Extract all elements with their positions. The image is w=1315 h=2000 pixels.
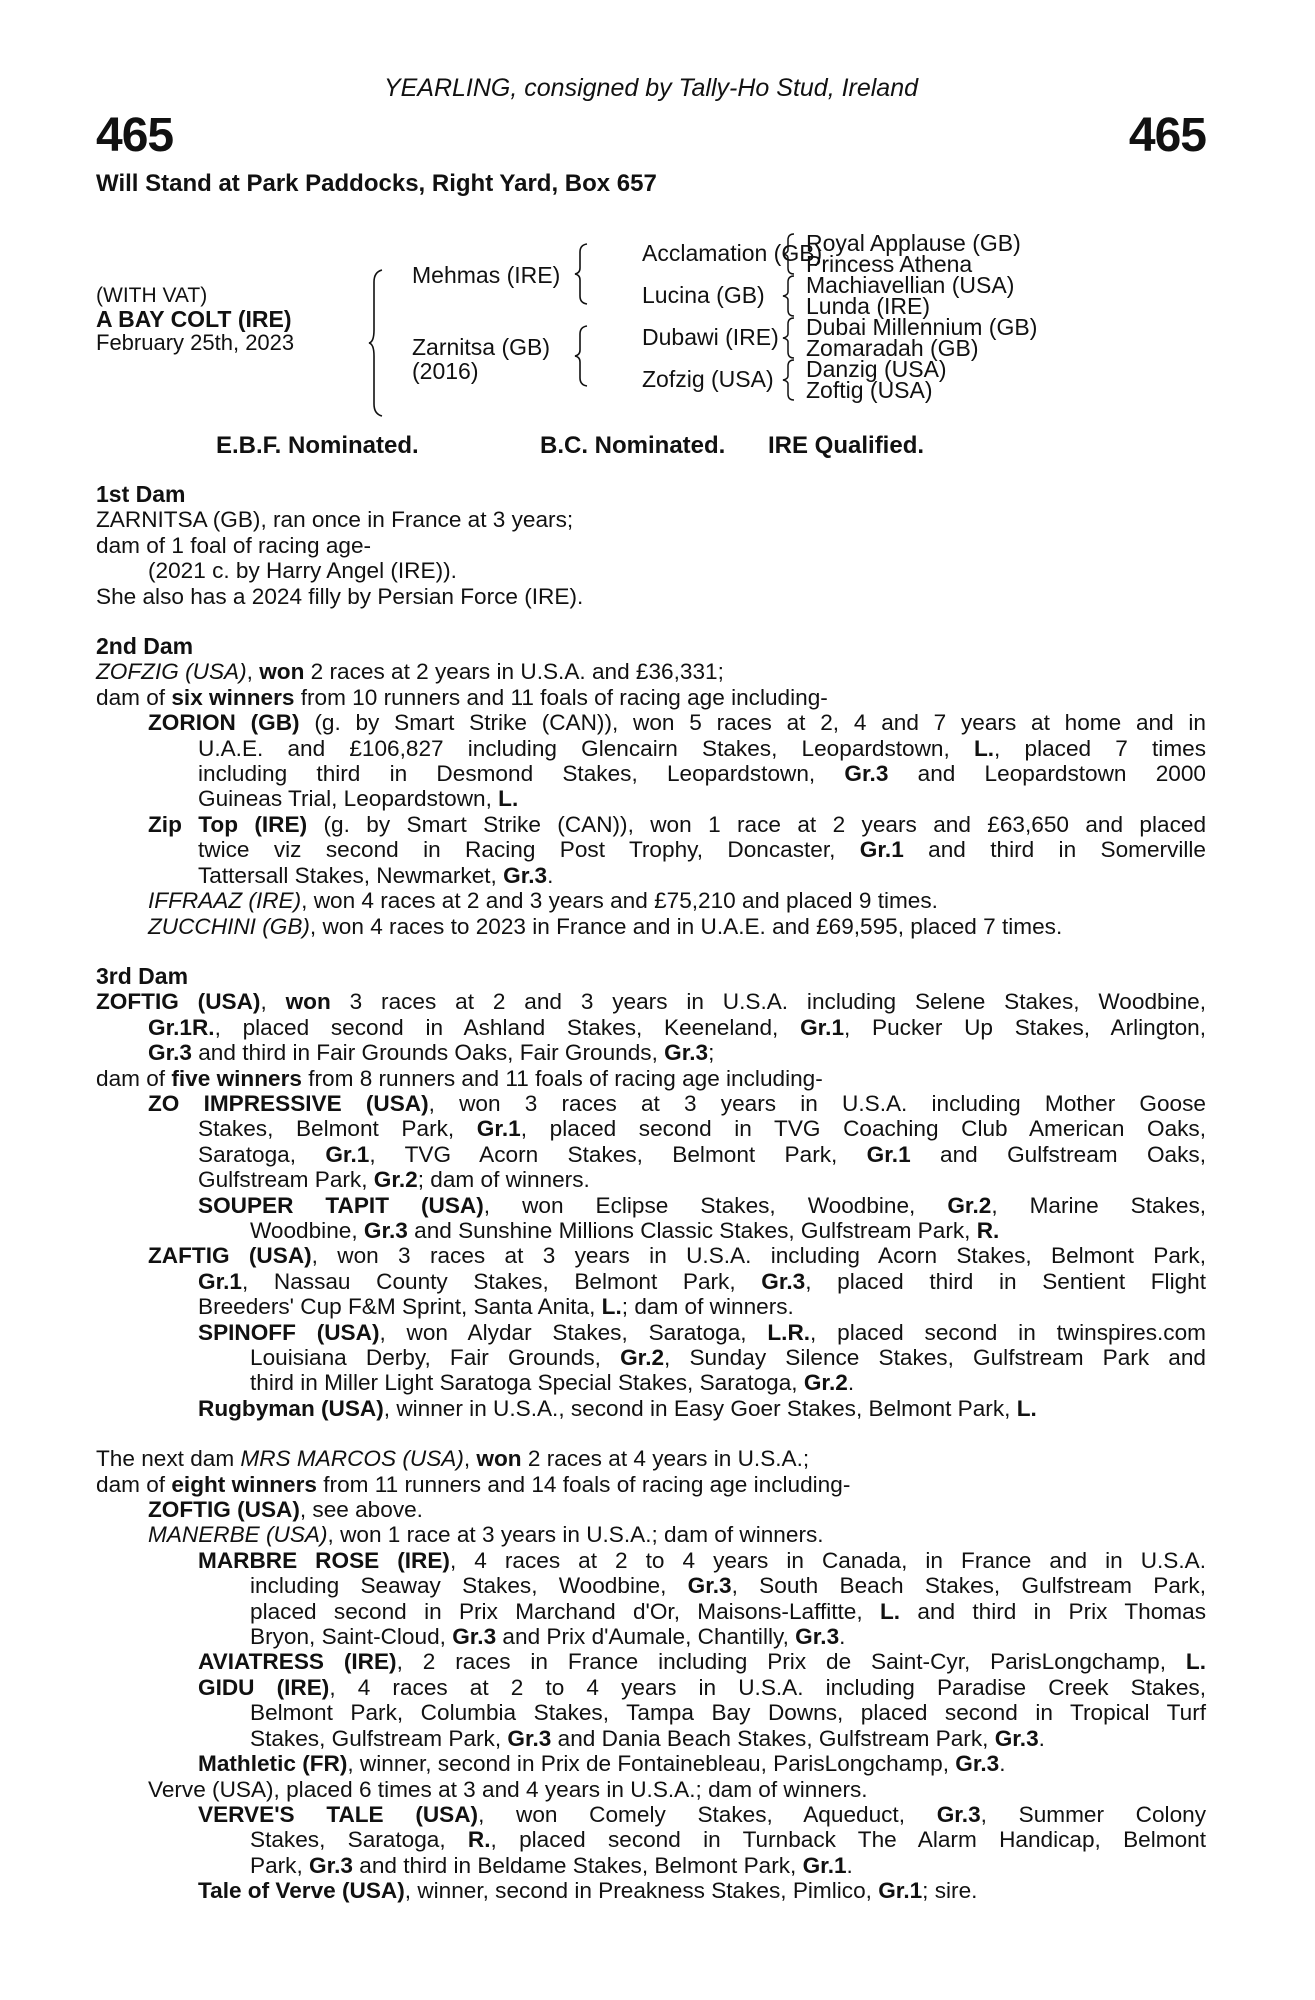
vat-label: (WITH VAT): [96, 284, 208, 307]
brace-g4: [782, 358, 796, 402]
first-dam-line: ZARNITSA (GB), ran once in France at 3 years;: [96, 507, 574, 533]
progeny-entry: GIDU (IRE), 4 races at 2 to 4 years in U.S.A. including Paradise Creek Stakes,: [198, 1674, 1206, 1700]
first-dam-line: dam of 1 foal of racing age-: [96, 532, 372, 558]
progeny-entry: Rugbyman (USA), winner in U.S.A., second in Easy Goer Stakes, Belmont Park, L.: [198, 1395, 1037, 1421]
progeny-entry: VERVE'S TALE (USA), won Comely Stakes, Aqueduct, Gr.3, Summer Colony: [198, 1801, 1207, 1827]
grandsire-2: Machiavellian (USA): [806, 272, 1015, 298]
progeny-entry: ZUCCHINI (GB), won 4 races to 2023 in France and in U.A.E. and £69,595, placed 7 times.: [148, 913, 1063, 939]
second-dam-line: dam of six winners from 10 runners and 11 foals of racing age including-: [96, 684, 828, 710]
dam-dam: Zofzig (USA): [642, 366, 774, 392]
brace-g2: [782, 274, 796, 318]
ire-qualified: IRE Qualified.: [768, 432, 925, 459]
stand-info: Will Stand at Park Paddocks, Right Yard, Box 657: [96, 170, 657, 197]
granddam-1: Princess Athena: [806, 251, 973, 277]
sire-sire: Acclamation (GB): [642, 240, 823, 266]
progeny-entry: Verve (USA), placed 6 times at 3 and 4 years in U.S.A.; dam of winners.: [148, 1776, 868, 1802]
dam-line-text: 1st Dam ZARNITSA (GB), ran once in France at 3 years; dam of 1 foal of racing age- (2021 c. by Harry Angel (IRE)). She also has a 2024 filly by Persian Force (IRE). 2nd Dam ZOFZIG (USA), won 2 races at 2 years in U.S.A. and £36,331; dam of six winners from 10 runners and 11 foals of racing age including- ZORION (GB) (g. by Smart Strike (CAN)), won 5 races at 2, 4 and 7 years at home and in U.A.E. and £106,827 including Glencairn Stakes, Leopardstown, L., placed 7 times including third in Desmond Stakes, Leopardstown, Gr.3 and Leopardstown 2000 Guineas Trial, Leopardstown, L. Zip Top (IRE) (g. by Smart Strike (CAN)), won 1 race at 2 years and £63,650 and placed twice viz second in Racing Post Trophy, Doncaster, Gr.1 and third in Somerville Tattersall Stakes, Newmarket, Gr.3. IFFRAAZ (IRE), won 4 races at 2 and 3 years and £75,210 and placed 9 times. ZUCCHINI (GB), won 4 races to 2023 in France and in U.A.E. and £69,595, placed 7 times. 3rd Dam ZOFTIG (USA), won 3 races at 2 and 3 years in U.S.A. including Selene Stakes, Woodbine, Gr.1R., placed second in Ashland Stakes, Keeneland, Gr.1, Pucker Up Stakes, Arlington, Gr.3 and third in Fair Grounds Oaks, Fair Grounds, Gr.3; dam of five winners from 8 runners and 11 foals of racing age including- ZO IMPRESSIVE (USA), won 3 races at 3 years in U.S.A. including Mother Goose Stakes, Belmont Park, Gr.1, placed second in TVG Coaching Club American Oaks, Saratoga, Gr.1, TVG Acorn Stakes, Belmont Park, Gr.1 and Gulfstream Oaks, Gulfstream Park, Gr.2; dam of winners. SOUPER TAPIT (USA), won Eclipse Stakes, Woodbine, Gr.2, Marine Stakes, Woodbine, Gr.3 and Sunshine Millions Classic Stakes, Gulfstream Park, R. ZAFTIG (USA), won 3 races at 3 years in U.S.A. including Acorn Stakes, Belmont Park, Gr.1, Nassau County Stakes, Belmont Park, Gr.3, placed third in Sentient Flight Breeders' Cup F&M Sprint, Santa Anita, L.; dam of winners. SPINOFF (USA), won Alydar Stakes, Saratoga, L.R., placed second in twinspires.com Louisiana Derby, Fair Grounds, Gr.2, Sunday Silence Stakes, Gulfstream Park and third in Miller Light Saratoga Special Stakes, Saratoga, Gr.2. Rugbyman (USA), winner in U.S.A., second in Easy Goer Stakes, Belmont Park, L. The next dam MRS MARCOS (USA), won 2 races at 4 years in U.S.A.; dam of eight winners from 11 runners and 14 foals of racing age including- ZOFTIG (USA), see above. MANERBE (USA), won 1 race at 3 years in U.S.A.; dam of winners. MARBRE ROSE (IRE), 4 races at 2 to 4 years in Canada, in France and in U.S.A. including Seaway Stakes, Woodbine, Gr.3, South Beach Stakes, Gulfstream Park, placed second in Prix Marchand d'Or, Maisons-Laffitte, L. and third in Prix Thomas Bryon, Saint-Cloud, Gr.3 and Prix d'Aumale, Chantilly, Gr.3. AVIATRESS (IRE), 2 races in France including Prix de Saint-Cyr, ParisLongchamp, L. GIDU (IRE), 4 races at 2 to 4 years in U.S.A. including Paradise Creek Stakes, Belmont Park, Columbia Stakes, Tampa Bay Downs, placed second in Tropical Turf Stakes, Gulfstream Park, Gr.3 and Dania Beach Stakes, Gulfstream Park, Gr.3. Mathletic (FR), winner, second in Prix de Fontainebleau, ParisLongchamp, Gr.3. Verve (USA), placed 6 times at 3 and 4 years in U.S.A.; dam of winners. VERVE'S TALE (USA), won Comely Stakes, Aqueduct, Gr.3, Summer Colony Stakes, Saratoga, R., placed second in Turnback The Alarm Handicap, Belmont Park, Gr.3 and third in Beldame Stakes, Belmont Park, Gr.1. Tale of Verve (USA), winner, second in Preakness Stakes, Pimlico, Gr.1; sire.: [96, 481, 1207, 1904]
progeny-entry: Zip Top (IRE) (g. by Smart Strike (CAN)), won 1 race at 2 years and £63,650 and placed: [148, 811, 1207, 837]
second-dam-line: ZOFZIG (USA), won 2 races at 2 years in U.S.A. and £36,331;: [96, 659, 724, 685]
progeny-entry: ZOFTIG (USA), see above.: [148, 1497, 423, 1523]
first-dam-line: (2021 c. by Harry Angel (IRE)).: [148, 558, 457, 584]
progeny-entry: ZAFTIG (USA), won 3 races at 3 years in U.S.A. including Acorn Stakes, Belmont Park,: [148, 1243, 1206, 1269]
brace-g1: [782, 232, 796, 276]
brace-dam: [574, 324, 590, 388]
progeny-entry: AVIATRESS (IRE), 2 races in France including Prix de Saint-Cyr, ParisLongchamp, L.: [198, 1649, 1206, 1675]
progeny-entry: MARBRE ROSE (IRE), 4 races at 2 to 4 years in Canada, in France and in U.S.A.: [198, 1547, 1207, 1573]
third-dam-heading: 3rd Dam: [96, 962, 189, 989]
grandsire-3: Dubai Millennium (GB): [806, 314, 1038, 340]
brace-g3: [782, 316, 796, 360]
brace-sire: [574, 242, 590, 306]
granddam-4: Zoftig (USA): [806, 377, 933, 403]
grandsire-4: Danzig (USA): [806, 356, 947, 382]
next-dam-line: The next dam MRS MARCOS (USA), won 2 races at 4 years in U.S.A.;: [96, 1446, 810, 1472]
progeny-entry: Tale of Verve (USA), winner, second in Preakness Stakes, Pimlico, Gr.1; sire.: [198, 1878, 978, 1904]
progeny-entry: Mathletic (FR), winner, second in Prix de Fontainebleau, ParisLongchamp, Gr.3.: [198, 1751, 1006, 1777]
sire-name: Mehmas (IRE): [412, 262, 561, 288]
dam-name: Zarnitsa (GB): [412, 334, 551, 360]
granddam-2: Lunda (IRE): [806, 293, 931, 319]
granddam-3: Zomaradah (GB): [806, 335, 979, 361]
lot-number-right: 465: [1128, 109, 1206, 162]
progeny-entry: ZO IMPRESSIVE (USA), won 3 races at 3 years in U.S.A. including Mother Goose: [148, 1090, 1206, 1116]
bc-nomination: B.C. Nominated.: [540, 432, 726, 459]
grandsire-1: Royal Applause (GB): [806, 230, 1021, 256]
catalogue-page: [96, 74, 1207, 1904]
horse-name: A BAY COLT (IRE): [96, 306, 292, 332]
lot-number-left: 465: [96, 109, 174, 162]
first-dam-line: She also has a 2024 filly by Persian Force (IRE).: [96, 583, 584, 609]
progeny-entry: SOUPER TAPIT (USA), won Eclipse Stakes, Woodbine, Gr.2, Marine Stakes,: [198, 1192, 1207, 1218]
progeny-entry: MANERBE (USA), won 1 race at 3 years in U.S.A.; dam of winners.: [148, 1522, 824, 1548]
first-dam-heading: 1st Dam: [96, 481, 186, 507]
ebf-nomination: E.B.F. Nominated.: [216, 432, 419, 459]
consignor-subtitle: YEARLING, consigned by Tally-Ho Stud, Ireland: [383, 74, 919, 102]
dam-sire: Dubawi (IRE): [642, 324, 779, 350]
sire-dam: Lucina (GB): [642, 282, 765, 308]
dam-year: (2016): [412, 358, 479, 384]
brace-gen1: [368, 268, 386, 418]
third-dam-line: ZOFTIG (USA), won 3 races at 2 and 3 years in U.S.A. including Selene Stakes, Woodbine,: [96, 989, 1206, 1015]
progeny-entry: IFFRAAZ (IRE), won 4 races at 2 and 3 years and £75,210 and placed 9 times.: [148, 888, 938, 914]
second-dam-heading: 2nd Dam: [96, 633, 194, 660]
progeny-entry: ZORION (GB) (g. by Smart Strike (CAN)), won 5 races at 2, 4 and 7 years at home and in: [148, 710, 1206, 736]
progeny-entry: SPINOFF (USA), won Alydar Stakes, Saratoga, L.R., placed second in twinspires.com: [198, 1319, 1206, 1345]
foaling-date: February 25th, 2023: [96, 330, 295, 355]
